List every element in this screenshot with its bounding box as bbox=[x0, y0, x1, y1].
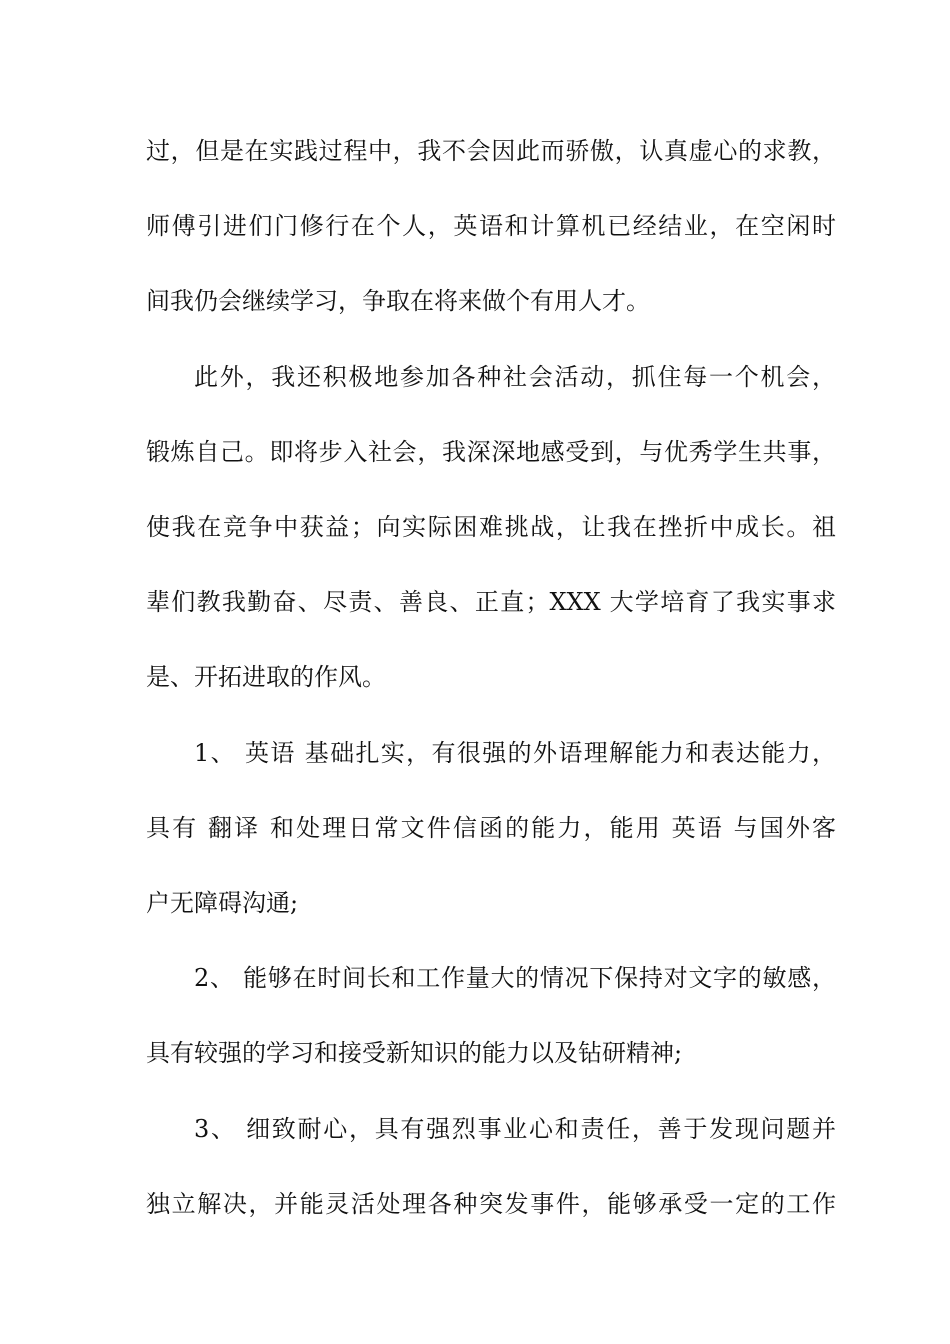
list-item-1-line: 1、 英语 基础扎实，有很强的外语理解能力和表达能力， bbox=[194, 739, 836, 767]
paragraph-first-line: 此外，我还积极地参加各种社会活动，抓住每一个机会， bbox=[194, 363, 836, 391]
text-line: 具有 翻译 和处理日常文件信函的能力，能用 英语 与国外客 bbox=[146, 814, 836, 842]
text-line: 锻炼自己。即将步入社会，我深深地感受到，与优秀学生共事， bbox=[146, 438, 836, 466]
text-line: 具有较强的学习和接受新知识的能力以及钻研精神; bbox=[146, 1039, 683, 1067]
text-line: 辈们教我勤奋、尽责、善良、正直；XXX 大学培育了我实事求 bbox=[146, 588, 836, 616]
text-line: 独立解决，并能灵活处理各种突发事件，能够承受一定的工作 bbox=[146, 1190, 836, 1218]
text-line: 是、开拓进取的作风。 bbox=[146, 663, 386, 691]
text-line: 过，但是在实践过程中，我不会因此而骄傲，认真虚心的求教， bbox=[146, 137, 836, 165]
text-line: 间我仍会继续学习，争取在将来做个有用人才。 bbox=[146, 287, 650, 315]
list-item-3-line: 3、 细致耐心，具有强烈事业心和责任，善于发现问题并 bbox=[194, 1115, 836, 1143]
list-item-2-line: 2、 能够在时间长和工作量大的情况下保持对文字的敏感， bbox=[194, 964, 836, 992]
text-line: 师傅引进们门修行在个人，英语和计算机已经结业，在空闲时 bbox=[146, 212, 836, 240]
text-line: 使我在竞争中获益；向实际困难挑战，让我在挫折中成长。祖 bbox=[146, 513, 836, 541]
text-line: 户无障碍沟通; bbox=[146, 889, 299, 917]
